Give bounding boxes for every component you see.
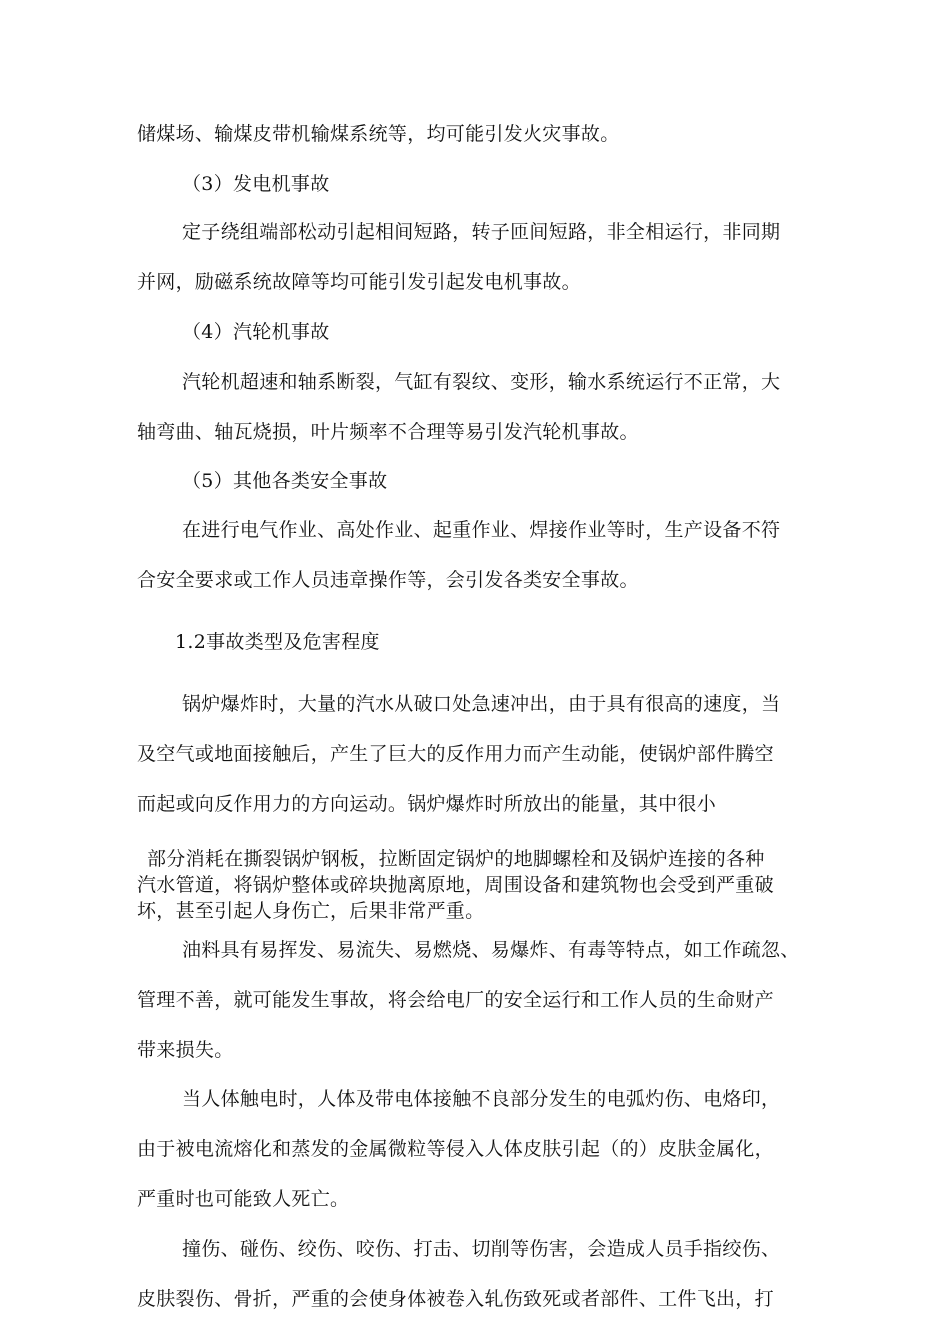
paragraph-line: 油料具有易挥发、易流失、易燃烧、易爆炸、有毒等特点，如工作疏忽、: [182, 939, 800, 961]
paragraph-line: 而起或向反作用力的方向运动。锅炉爆炸时所放出的能量，其中很小: [137, 793, 717, 815]
paragraph-line: 坏，甚至引起人身伤亡，后果非常严重。: [137, 900, 485, 922]
paragraph-line: 撞伤、碰伤、绞伤、咬伤、打击、切削等伤害，会造成人员手指绞伤、: [182, 1238, 781, 1260]
subsection-heading: 1.2事故类型及危害程度: [175, 631, 380, 653]
paragraph-line: 锅炉爆炸时，大量的汽水从破口处急速冲出，由于具有很高的速度，当: [182, 693, 781, 715]
paragraph-line: 并网，励磁系统故障等均可能引发引起发电机事故。: [137, 271, 581, 293]
paragraph-line: 合安全要求或工作人员违章操作等，会引发各类安全事故。: [137, 569, 639, 591]
paragraph-line: 部分消耗在撕裂锅炉钢板，拉断固定锅炉的地脚螺栓和及锅炉连接的各种: [147, 848, 765, 870]
paragraph-line: 严重时也可能致人死亡。: [137, 1188, 350, 1210]
section-heading: （5）其他各类安全事故: [182, 470, 388, 492]
paragraph-line: 当人体触电时，人体及带电体接触不良部分发生的电弧灼伤、电烙印，: [182, 1088, 781, 1110]
paragraph-line: 皮肤裂伤、骨折，严重的会使身体被卷入轧伤致死或者部件、工件飞出，打: [137, 1288, 774, 1310]
paragraph-line: 及空气或地面接触后，产生了巨大的反作用力而产生动能，使锅炉部件腾空: [137, 743, 774, 765]
section-heading: （3）发电机事故: [182, 173, 330, 195]
section-heading: （4）汽轮机事故: [182, 321, 330, 343]
paragraph-block: [137, 846, 827, 924]
paragraph-line: 管理不善，就可能发生事故，将会给电厂的安全运行和工作人员的生命财产: [137, 989, 774, 1011]
paragraph-line: 汽轮机超速和轴系断裂，气缸有裂纹、变形，输水系统运行不正常，大: [182, 371, 781, 393]
paragraph-line: 轴弯曲、轴瓦烧损，叶片频率不合理等易引发汽轮机事故。: [137, 421, 639, 443]
paragraph-line: 汽水管道，将锅炉整体或碎块抛离原地，周围设备和建筑物也会受到严重破: [137, 874, 774, 896]
paragraph-line: 带来损失。: [137, 1039, 234, 1061]
paragraph-line: 在进行电气作业、高处作业、起重作业、焊接作业等时，生产设备不符: [182, 519, 781, 541]
paragraph-line: 由于被电流熔化和蒸发的金属微粒等侵入人体皮肤引起（的）皮肤金属化，: [137, 1138, 774, 1160]
paragraph-line: 定子绕组端部松动引起相间短路，转子匝间短路，非全相运行，非同期: [182, 221, 781, 243]
paragraph-line: 储煤场、输煤皮带机输煤系统等，均可能引发火灾事故。: [137, 123, 620, 145]
